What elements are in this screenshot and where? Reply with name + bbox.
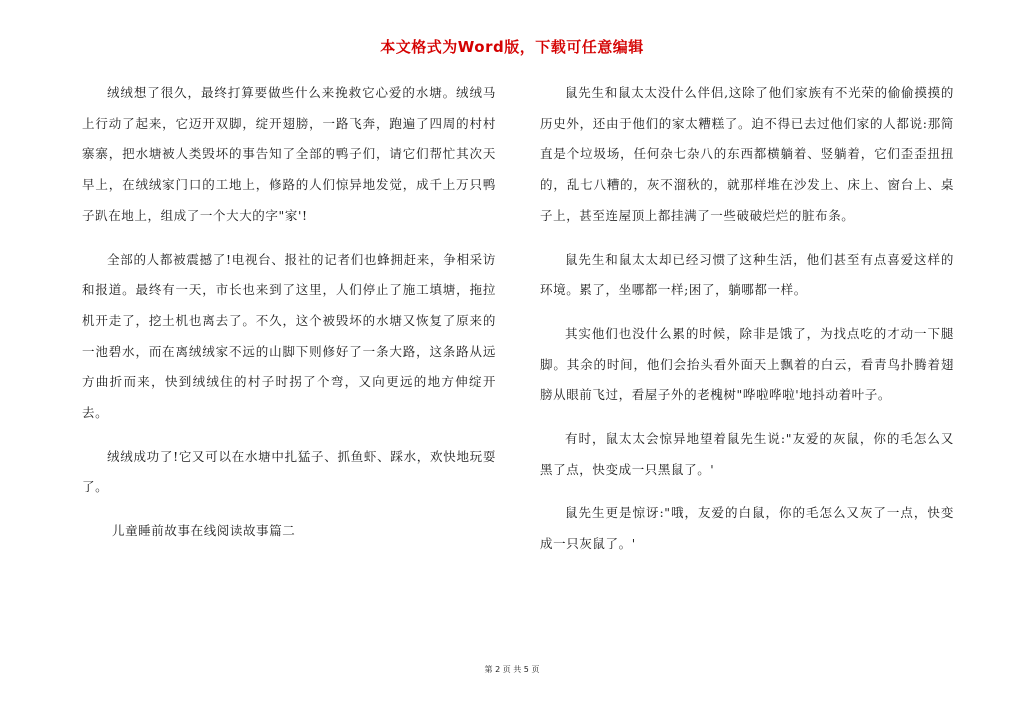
right-paragraph-4: 有时，鼠太太会惊异地望着鼠先生说:"友爱的灰鼠，你的毛怎么又黑了点，快变成一只黑鼠了。' — [540, 431, 954, 477]
document-header-title: 本文格式为Word版，下载可任意编辑 — [380, 38, 644, 56]
right-text-column — [540, 78, 954, 573]
left-paragraph-2: 全部的人都被震撼了!电视台、报社的记者们也蜂拥赶来，争相采访和报道。最终有一天，市长也来到了这里，人们停止了施工填塘，拖拉机开走了，挖土机也离去了。不久，这个被毁坏的水塘又恢复了原来的一池碧水，而在离绒绒家不远的山脚下则修好了一条大路，这条路从远方曲折而来，快到绒绒住的村子时拐了个弯，又向更远的地方伸绽开去。 — [82, 251, 496, 421]
right-paragraph-1: 鼠先生和鼠太太没什么伴侣,这除了他们家族有不光荣的偷偷摸摸的历史外，还由于他们的家太糟糕了。迫不得已去过他们家的人都说:那简直是个垃圾场，任何杂七杂八的东西都横躺着、竖躺着，它们歪歪扭扭的，乱七八糟的，灰不溜秋的，就那样堆在沙发上、床上、窗台上、桌子上，甚至连屋顶上都挂满了一些破破烂烂的脏布条。 — [540, 85, 954, 223]
left-paragraph-3: 绒绒成功了!它又可以在水塘中扎猛子、抓鱼虾、踩水，欢快地玩耍了。 — [82, 448, 496, 495]
right-paragraph-3: 其实他们也没什么累的时候，除非是饿了，为找点吃的才动一下腿脚。其余的时间，他们会抬头看外面天上飘着的白云，看青鸟扑腾着翅膀从眼前飞过，看屋子外的老槐树"哗啦哗啦'地抖动着叶子。 — [540, 325, 954, 403]
page-number-footer: 第 2 页 共 5 页 — [484, 665, 540, 674]
left-text-column — [82, 78, 496, 560]
left-section-heading: 儿童睡前故事在线阅读故事篇二 — [112, 523, 296, 539]
right-paragraph-5: 鼠先生更是惊讶:"哦，友爱的白鼠，你的毛怎么又灰了一点，快变成一只灰鼠了。' — [540, 505, 954, 552]
left-paragraph-1: 绒绒想了很久，最终打算要做些什么来挽救它心爱的水塘。绒绒马上行动了起来，它迈开双脚，绽开翅膀，一路飞奔，跑遍了四周的村村寨寨，把水塘被人类毁坏的事告知了全部的鸭子们，请它们帮忙其次天早上，在绒绒家门口的工地上，修路的人们惊异地发觉，成千上万只鸭子趴在地上，组成了一个大大的字"家'! — [82, 85, 496, 223]
right-paragraph-2: 鼠先生和鼠太太却已经习惯了这种生活，他们甚至有点喜爱这样的环境。累了，坐哪都一样;困了，躺哪都一样。 — [540, 251, 954, 298]
